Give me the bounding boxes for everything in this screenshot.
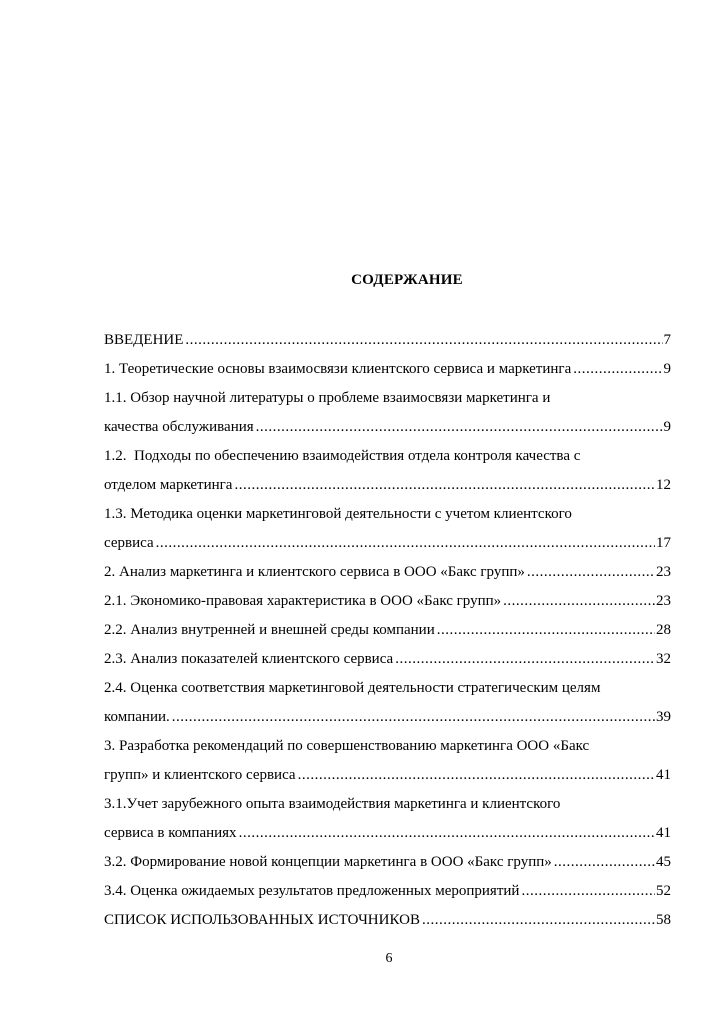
page-number: 6 [385, 951, 393, 966]
toc-entry-text-line1: 1.2. Подходы по обеспечению взаимодействия отдела контроля качества с [104, 448, 581, 464]
toc-entry-page: 28 [656, 622, 671, 638]
page-title: СОДЕРЖАНИЕ [351, 272, 463, 288]
toc-entry-page: 9 [663, 361, 671, 377]
toc-entry-page: 41 [656, 767, 671, 783]
toc-entry-page: 41 [656, 825, 671, 841]
table-of-contents [104, 326, 671, 935]
toc-entry-text: компании. [104, 709, 170, 725]
toc-entry-section-1-3[interactable] [104, 500, 671, 558]
toc-entry-text: СПИСОК ИСПОЛЬЗОВАННЫХ ИСТОЧНИКОВ [104, 912, 420, 928]
toc-entry-page: 9 [663, 419, 671, 435]
toc-entry-text: 3.4. Оценка ожидаемых результатов предложенных мероприятий [104, 883, 520, 899]
toc-entry-section-1-2[interactable] [104, 442, 671, 500]
toc-entry-chapter-3[interactable] [104, 732, 671, 790]
toc-entry-text: качества обслуживания [104, 419, 254, 435]
dot-leader [395, 645, 655, 674]
toc-entry-section-1-1[interactable] [104, 384, 671, 442]
toc-entry-references[interactable] [104, 906, 671, 935]
toc-entry-page: 45 [656, 854, 671, 870]
toc-entry-text: 2.2. Анализ внутренней и внешней среды компании [104, 622, 435, 638]
toc-entry-chapter-2[interactable] [104, 558, 671, 587]
dot-leader [437, 616, 655, 645]
toc-entry-introduction[interactable] [104, 326, 671, 355]
dot-leader [422, 906, 655, 935]
dot-leader [503, 587, 655, 616]
toc-entry-text-line1: 1.3. Методика оценки маркетинговой деятельности с учетом клиентского [104, 506, 572, 522]
dot-leader [554, 848, 655, 877]
toc-entry-text: отделом маркетинга [104, 477, 233, 493]
toc-entry-page: 32 [656, 651, 671, 667]
toc-entry-text: ВВЕДЕНИЕ [104, 332, 184, 348]
toc-entry-text: сервиса в компаниях [104, 825, 237, 841]
toc-entry-text: групп» и клиентского сервиса [104, 767, 296, 783]
toc-entry-page: 7 [663, 332, 671, 348]
dot-leader [527, 558, 655, 587]
dot-leader [185, 326, 662, 355]
toc-entry-page: 12 [656, 477, 671, 493]
toc-entry-section-3-1[interactable] [104, 790, 671, 848]
toc-entry-section-3-2[interactable] [104, 848, 671, 877]
dot-leader [234, 471, 655, 500]
toc-entry-page: 58 [656, 912, 671, 928]
toc-entry-text-line1: 1.1. Обзор научной литературы о проблеме взаимосвязи маркетинга и [104, 390, 551, 406]
dot-leader [298, 761, 655, 790]
toc-entry-page: 39 [656, 709, 671, 725]
toc-entry-text-line1: 3.1.Учет зарубежного опыта взаимодействия маркетинга и клиентского [104, 796, 561, 812]
toc-entry-section-3-4[interactable] [104, 877, 671, 906]
toc-entry-section-2-3[interactable] [104, 645, 671, 674]
toc-entry-text-line1: 3. Разработка рекомендаций по совершенствованию маркетинга ООО «Бакс [104, 738, 590, 754]
dot-leader [256, 413, 663, 442]
toc-entry-section-2-2[interactable] [104, 616, 671, 645]
toc-entry-chapter-1[interactable] [104, 355, 671, 384]
dot-leader [156, 529, 655, 558]
toc-entry-page: 52 [656, 883, 671, 899]
dot-leader [573, 355, 662, 384]
dot-leader [521, 877, 655, 906]
dot-leader [172, 703, 655, 732]
toc-entry-text: 3.2. Формирование новой концепции маркетинга в ООО «Бакс групп» [104, 854, 552, 870]
toc-entry-text: сервиса [104, 535, 154, 551]
dot-leader [239, 819, 655, 848]
toc-entry-page: 23 [656, 593, 671, 609]
toc-entry-text: 1. Теоретические основы взаимосвязи клиентского сервиса и маркетинга [104, 361, 572, 377]
toc-entry-text: 2.3. Анализ показателей клиентского сервиса [104, 651, 394, 667]
toc-entry-text: 2.1. Экономико-правовая характеристика в ООО «Бакс групп» [104, 593, 502, 609]
toc-entry-text: 2. Анализ маркетинга и клиентского сервиса в ООО «Бакс групп» [104, 564, 525, 580]
toc-entry-page: 23 [656, 564, 671, 580]
toc-entry-text-line1: 2.4. Оценка соответствия маркетинговой деятельности стратегическим целям [104, 680, 601, 696]
toc-entry-page: 17 [656, 535, 671, 551]
toc-entry-section-2-1[interactable] [104, 587, 671, 616]
toc-entry-section-2-4[interactable] [104, 674, 671, 732]
